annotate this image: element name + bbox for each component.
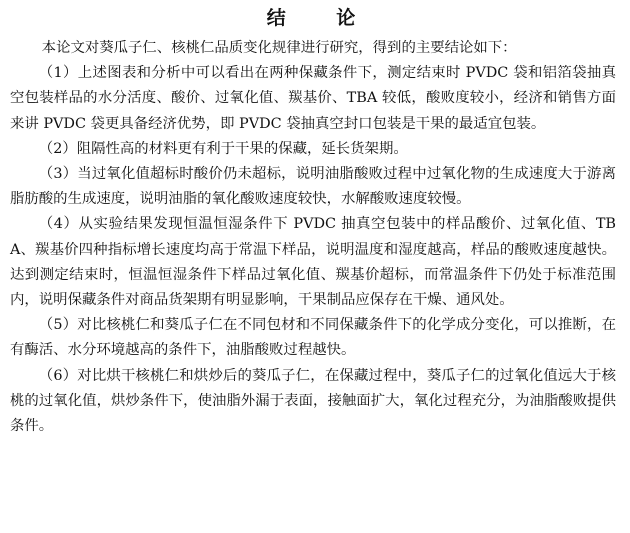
conclusion-5: （5）对比核桃仁和葵瓜子仁在不同包材和不同保藏条件下的化学成分变化，可以推断，在有酶活、水分环境越高的条件下，油脂酸败过程越快。 <box>10 317 616 359</box>
section-title: 结 论 <box>266 7 378 29</box>
conclusion-2: （2）阻隔性高的材料更有利于干果的保藏，延长货架期。 <box>38 140 408 157</box>
conclusion-3: （3）当过氧化值超标时酸价仍未超标，说明油脂酸败过程中过氧化物的生成速度大于游离脂肪酸的生成速度，说明油脂的氧化酸败速度较快，水解酸败速度较慢。 <box>10 166 616 208</box>
conclusion-6: （6）对比烘干核桃仁和烘炒后的葵瓜子仁，在保藏过程中，葵瓜子仁的过氧化值远大于核桃的过氧化值，烘炒条件下，使油脂外漏于表面，接触面扩大，氧化过程充分，为油脂酸败提供条件。 <box>10 367 616 435</box>
intro-paragraph: 本论文对葵瓜子仁、核桃仁品质变化规律进行研究，得到的主要结论如下： <box>41 40 517 56</box>
conclusion-4: （4）从实验结果发现恒温恒湿条件下 PVDC 抽真空包装中的样品酸价、过氧化值、TBA、羰基价四种指标增长速度均高于常温下样品，说明温度和湿度越高，样品的酸败速度越快。达到测定结束时，恒温恒湿条件下样品过氧化值、羰基价超标，而常温条件下仍处于标准范围内，说明保藏条件对商品货架期有明显影响，干果制品应保存在干燥、通风处。 <box>10 216 616 309</box>
conclusion-1: （1）上述图表和分析中可以看出在两种保藏条件下，测定结束时 PVDC 袋和铝箔袋抽真空包装样品的水分活度、酸价、过氧化值、羰基价、TBA 较低，酸败度较小，经济和销售方面来讲 PVDC 袋更具备经济优势，即 PVDC 袋抽真空封口包装是干果的最适宜包装。 <box>10 65 616 132</box>
